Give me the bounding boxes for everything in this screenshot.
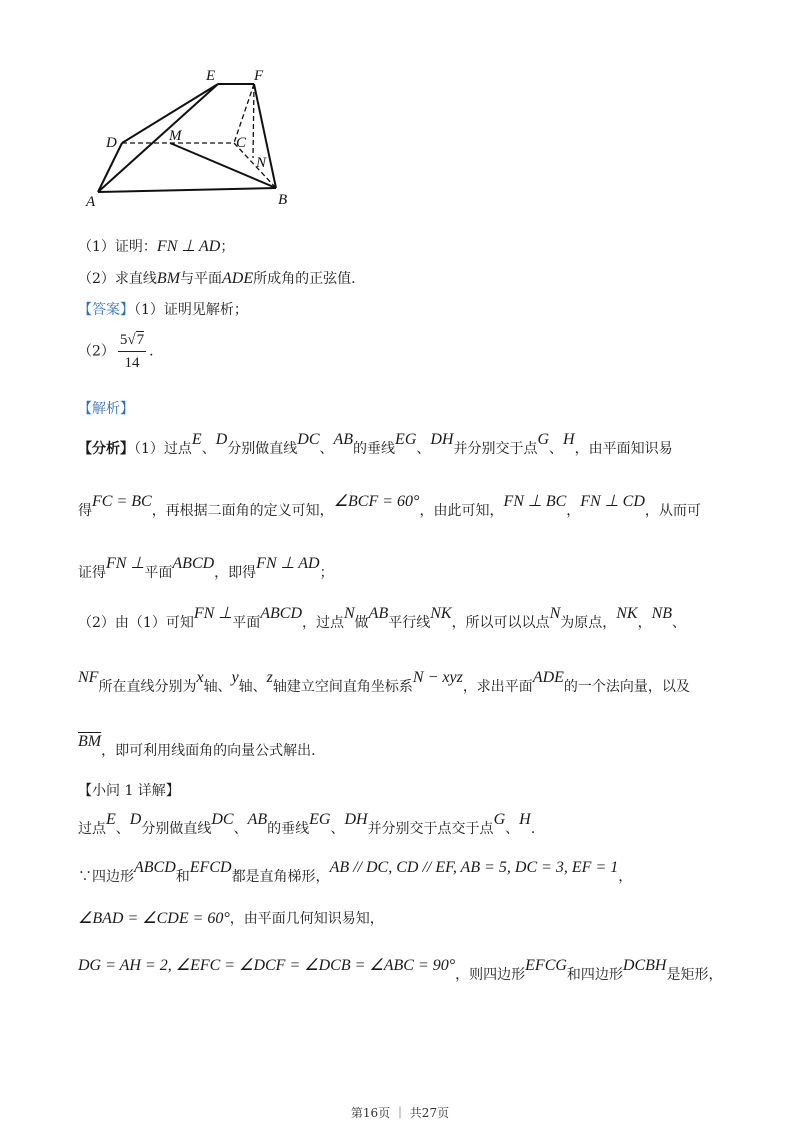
detail-line-2 bbox=[78, 859, 633, 888]
answer-tag: 【答案】 bbox=[78, 302, 134, 318]
page-footer: 第16页 ｜ 共27页 bbox=[350, 1106, 450, 1120]
math-dc: DC bbox=[297, 431, 320, 448]
text: 并分别交于点交于点 bbox=[367, 821, 494, 837]
text: 过点 bbox=[78, 821, 106, 837]
fenxi-line-6 bbox=[78, 733, 316, 762]
math-e: E bbox=[191, 431, 202, 448]
math-fn-perp: FN ⊥ bbox=[193, 605, 233, 622]
text: ，所以可以以点 bbox=[451, 615, 550, 631]
fenxi-line-4 bbox=[78, 605, 687, 634]
text: 分别做直线 bbox=[227, 441, 298, 457]
text: ∵四边形 bbox=[78, 869, 134, 885]
q1-prefix: （1）证明： bbox=[78, 239, 157, 255]
math-ab: AB bbox=[247, 811, 268, 828]
text: 证得 bbox=[78, 565, 106, 581]
answer-2-prefix: （2） bbox=[78, 343, 115, 360]
math-vector-bm: $\overline{BM}$ bbox=[78, 733, 102, 750]
question-1 bbox=[78, 236, 234, 258]
label-C: C bbox=[236, 135, 247, 151]
math-ab: AB bbox=[368, 605, 389, 622]
math-angles: ∠BAD = ∠CDE = 60° bbox=[78, 910, 230, 927]
text: 得 bbox=[78, 503, 92, 519]
geometry-figure bbox=[78, 64, 308, 214]
math-fn-perp: FN ⊥ bbox=[106, 555, 145, 572]
text: 轴、 bbox=[203, 679, 232, 695]
fenxi-line-1 bbox=[78, 431, 673, 460]
math-h: H bbox=[563, 431, 575, 448]
text: 轴、 bbox=[238, 679, 267, 695]
fenxi-line-2 bbox=[78, 493, 701, 522]
fraction-denominator: 14 bbox=[124, 355, 140, 371]
math-abcd: ABCD bbox=[172, 555, 215, 572]
math-angle-bcf: ∠BCF = 60° bbox=[333, 493, 420, 510]
text: ， bbox=[566, 503, 581, 519]
label-D: D bbox=[106, 135, 117, 151]
math-y: y bbox=[231, 669, 239, 686]
math-eg: EG bbox=[309, 811, 331, 828]
text: ，即得 bbox=[214, 565, 257, 581]
text: ； bbox=[319, 565, 334, 581]
math-fn-bc: FN ⊥ BC bbox=[503, 493, 567, 510]
text: 轴建立空间直角坐标系 bbox=[272, 679, 413, 695]
math-fc-bc: FC = BC bbox=[92, 493, 152, 510]
text: 和四边形 bbox=[566, 967, 623, 983]
text: ，由平面几何知识易知， bbox=[229, 911, 384, 927]
math-z: z bbox=[266, 669, 273, 686]
math-efcd: EFCD bbox=[189, 859, 232, 876]
math-g: G bbox=[493, 811, 506, 828]
fenxi-line-5 bbox=[78, 669, 690, 698]
text: ，由平面知识易 bbox=[574, 441, 673, 457]
math-h: H bbox=[519, 811, 531, 828]
text: 、 bbox=[672, 615, 687, 631]
text: 平行线 bbox=[388, 615, 431, 631]
text: ，再根据二面角的定义可知， bbox=[151, 503, 334, 519]
text: 、 bbox=[505, 821, 520, 837]
answer-line-2 bbox=[78, 330, 154, 373]
q1-math: FN ⊥ AD bbox=[156, 238, 221, 255]
label-F: F bbox=[254, 68, 264, 84]
math-nb: NB bbox=[651, 605, 673, 622]
q2-plane-ade: ADE bbox=[222, 270, 254, 287]
math-ab: AB bbox=[333, 431, 354, 448]
text: 、 bbox=[416, 441, 431, 457]
q2-prefix: （2）求直线 bbox=[78, 271, 157, 287]
label-B: B bbox=[278, 192, 288, 208]
text: 为原点， bbox=[560, 615, 617, 631]
text: 的一个法向量，以及 bbox=[563, 679, 690, 695]
detail-tag: 【小问 1 详解】 bbox=[78, 783, 180, 799]
text: ，则四边形 bbox=[455, 967, 526, 983]
text: ，从而可 bbox=[644, 503, 701, 519]
text: 平面 bbox=[144, 565, 173, 581]
math-nf: NF bbox=[78, 669, 99, 686]
text: 、 bbox=[201, 441, 216, 457]
answer-fraction bbox=[118, 330, 146, 373]
q2-mid: 与平面 bbox=[180, 271, 223, 287]
math-d: D bbox=[215, 431, 228, 448]
edge-AB bbox=[98, 188, 276, 192]
math-x: x bbox=[196, 669, 204, 686]
text: （2）由（1）可知 bbox=[78, 615, 194, 631]
label-E: E bbox=[206, 68, 216, 84]
text: 做 bbox=[354, 615, 369, 631]
q1-suffix: ； bbox=[220, 239, 235, 255]
answer-2-suffix: . bbox=[149, 343, 154, 360]
text: 分别做直线 bbox=[141, 821, 212, 837]
math-efcg: EFCG bbox=[525, 957, 567, 974]
text: 都是直角梯形， bbox=[231, 869, 330, 885]
math-fn-cd: FN ⊥ CD bbox=[580, 493, 645, 510]
label-M: M bbox=[169, 128, 182, 144]
label-N: N bbox=[256, 155, 267, 171]
math-coordinate-system: N − xyz bbox=[412, 669, 463, 686]
text: 是矩形， bbox=[666, 967, 723, 983]
math-n: N bbox=[344, 605, 355, 622]
answer-line-1 bbox=[78, 299, 248, 321]
text: 、 bbox=[330, 821, 345, 837]
text: （1）过点 bbox=[134, 441, 192, 457]
detail-line-4 bbox=[78, 957, 723, 986]
text: 、 bbox=[549, 441, 564, 457]
text: 、 bbox=[233, 821, 248, 837]
math-abcd: ABCD bbox=[134, 859, 176, 876]
edge-FB bbox=[254, 84, 276, 188]
text: ，过点 bbox=[302, 615, 344, 631]
q2-line-bm: BM bbox=[156, 270, 181, 287]
detail-line-3 bbox=[78, 908, 384, 930]
fraction-numerator: 5√7 bbox=[118, 330, 146, 352]
text: ，即可利用线面角的向量公式解出. bbox=[101, 743, 316, 759]
text: ， bbox=[618, 869, 633, 885]
math-e: E bbox=[106, 811, 116, 828]
math-dh: DH bbox=[344, 811, 368, 828]
math-n: N bbox=[549, 605, 561, 622]
math-g: G bbox=[537, 431, 550, 448]
detail-line-1 bbox=[78, 811, 536, 840]
q2-suffix: 所成角的正弦值. bbox=[253, 271, 356, 287]
numerator-radicand: 7 bbox=[136, 332, 145, 348]
math-dc: DC bbox=[211, 811, 234, 828]
text: ， bbox=[637, 615, 652, 631]
math-fn-ad: FN ⊥ AD bbox=[256, 555, 320, 572]
text: 和 bbox=[175, 869, 190, 885]
text: ，求出平面 bbox=[462, 679, 533, 695]
analysis-tag: 【解析】 bbox=[78, 401, 134, 417]
text: 所在直线分别为 bbox=[98, 679, 197, 695]
math-nk: NK bbox=[430, 605, 452, 622]
math-eg: EG bbox=[395, 431, 417, 448]
math-dg-ah: DG = AH = 2, ∠EFC = ∠DCF = ∠DCB = ∠ABC = 90° bbox=[78, 957, 456, 974]
question-2 bbox=[78, 268, 356, 290]
math-dcbh: DCBH bbox=[622, 957, 667, 974]
math-dh: DH bbox=[430, 431, 454, 448]
math-nk: NK bbox=[616, 605, 638, 622]
text: 平面 bbox=[232, 615, 261, 631]
text: 、 bbox=[115, 821, 130, 837]
edge-FN bbox=[253, 84, 254, 158]
fenxi-tag: 【分析】 bbox=[78, 441, 134, 457]
text: 的垂线 bbox=[267, 821, 310, 837]
text: ，由此可知， bbox=[419, 503, 504, 519]
text: 的垂线 bbox=[353, 441, 396, 457]
answer-1: （1）证明见解析； bbox=[134, 302, 248, 318]
fenxi-line-3 bbox=[78, 555, 334, 584]
math-ade: ADE bbox=[532, 669, 564, 686]
math-d: D bbox=[129, 811, 142, 828]
text: . bbox=[530, 821, 536, 837]
math-conditions: AB // DC, CD // EF, AB = 5, DC = 3, EF = 1 bbox=[329, 859, 619, 876]
numerator-coefficient: 5 bbox=[119, 332, 128, 348]
text: 并分别交于点 bbox=[453, 441, 538, 457]
math-abcd: ABCD bbox=[260, 605, 302, 622]
text: 、 bbox=[319, 441, 334, 457]
label-A: A bbox=[86, 194, 96, 210]
